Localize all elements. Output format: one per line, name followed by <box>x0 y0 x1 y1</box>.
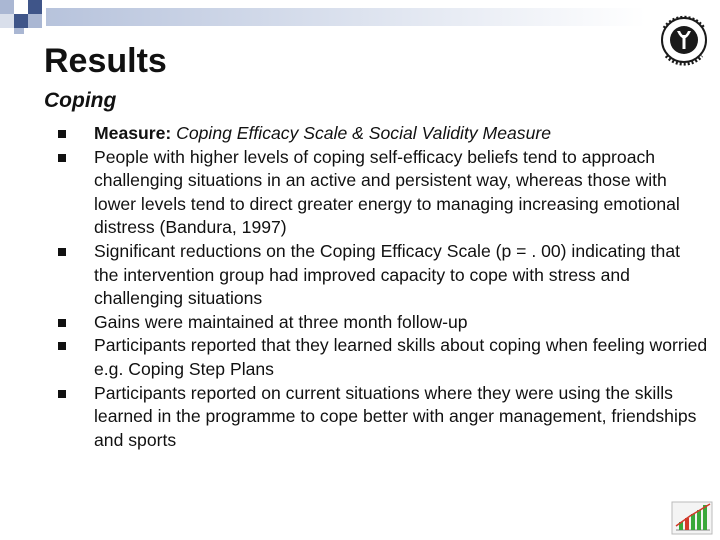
square-bullet-icon <box>58 319 66 327</box>
checker-square <box>28 14 42 28</box>
bullet-text: Gains were maintained at three month follow-up <box>94 311 468 332</box>
square-bullet-icon <box>58 130 66 138</box>
bullet-item <box>58 382 708 453</box>
checker-square <box>14 0 28 14</box>
bullet-item <box>58 240 708 311</box>
neps-logo-icon <box>650 6 718 74</box>
checker-square <box>0 14 14 28</box>
slide-title: Results <box>44 42 167 80</box>
bar-chart-icon <box>670 498 714 536</box>
checker-square <box>28 0 42 14</box>
bullet-text: Coping Efficacy Scale & Social Validity Measure <box>171 123 551 143</box>
bullet-lead: Measure: <box>94 123 172 143</box>
checker-square <box>0 0 14 14</box>
bullet-item <box>58 146 708 240</box>
checker-square <box>14 28 24 34</box>
bullet-text: Significant reductions on the Coping Efficacy Scale (p = . 00) indicating that the intervention group had improved capacity to cope with stress and challenging situations <box>94 240 680 309</box>
header-gradient-strip <box>46 8 646 26</box>
bullet-text: Participants reported that they learned skills about coping when feeling worried e.g. Coping Step Plans <box>94 335 708 379</box>
bullet-text: Participants reported on current situations where they were using the skills learned in the programme to cope better with anger management, friendships and sports <box>94 382 697 450</box>
square-bullet-icon <box>58 154 66 162</box>
bullet-item <box>58 311 708 335</box>
square-bullet-icon <box>58 390 66 398</box>
bullet-list <box>58 122 708 452</box>
bullet-text: People with higher levels of coping self-efficacy beliefs tend to approach challenging situations in an active and persistent way, whereas those with lower levels tend to direct greater energy to managing increasing emotional distress (Bandura, 1997) <box>94 146 680 238</box>
checker-square <box>14 14 28 28</box>
bullet-item <box>58 334 708 381</box>
bullet-item <box>58 122 708 146</box>
square-bullet-icon <box>58 248 66 256</box>
slide-subtitle: Coping <box>44 89 117 112</box>
header-decoration <box>0 0 720 34</box>
square-bullet-icon <box>58 342 66 350</box>
